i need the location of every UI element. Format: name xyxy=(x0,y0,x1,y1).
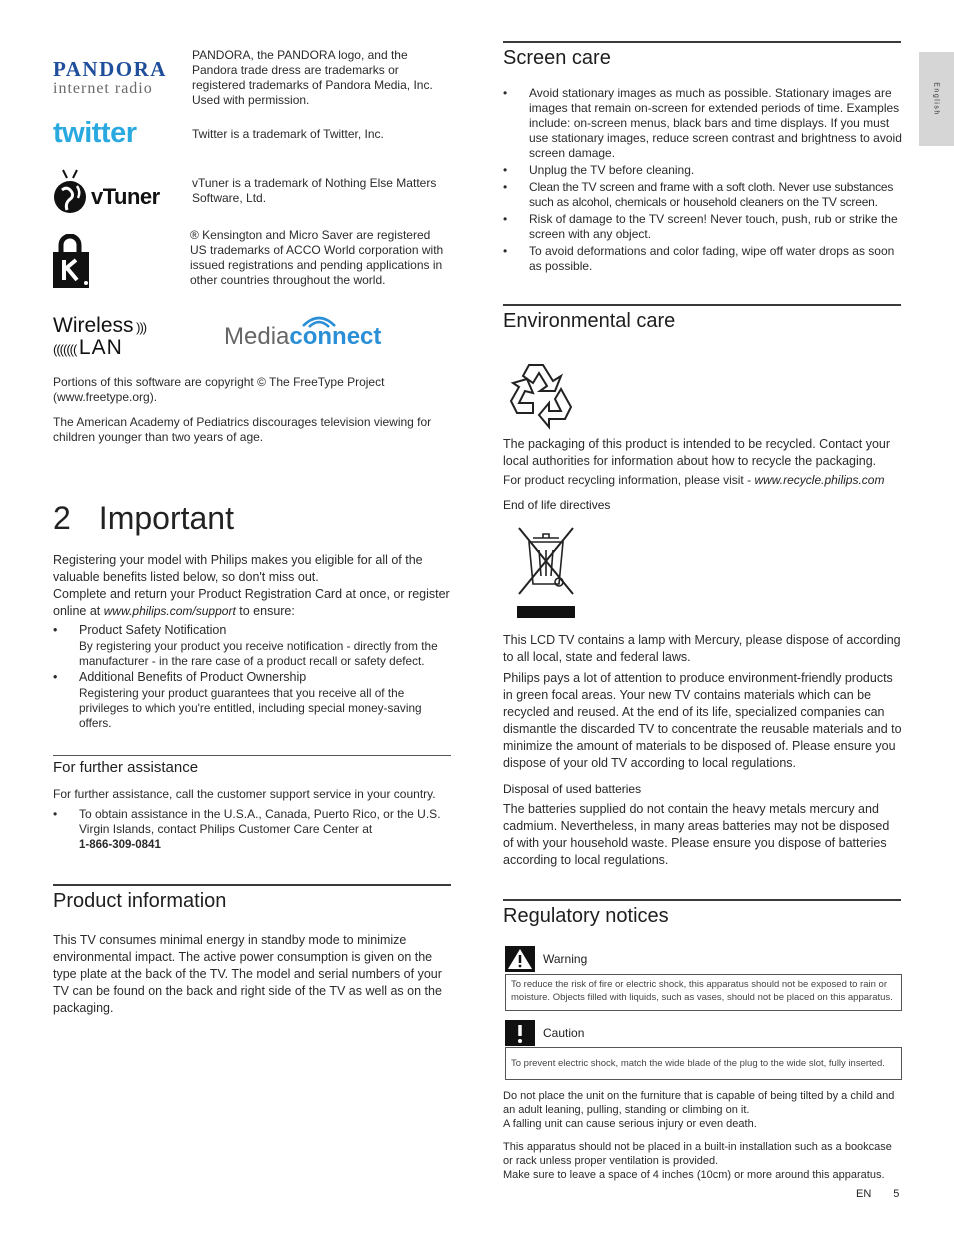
assistance-list xyxy=(53,807,451,853)
list-item xyxy=(53,669,453,731)
product-info-text: This TV consumes minimal energy in standby mode to minimize environmental impact. The active power consumption is given on the type plate at the back of the TV. The model and serial numbers of your TV can be found on the back and right side of the TV as well as on the packaging. xyxy=(53,933,442,1015)
twitter-trademark-text: Twitter is a trademark of Twitter, Inc. xyxy=(192,127,384,141)
registration-p2-start: Complete and return your Product Registration Card at once, or register online at xyxy=(53,587,450,618)
list-item: • To avoid deformations and color fading, wipe off water drops as soon as possible. xyxy=(503,244,903,274)
product-info-heading: Product information xyxy=(53,890,227,912)
tilt-text-1: Do not place the unit on the furniture that is capable of being tilted by a child and an adult leaning, pulling, standing or climbing on it. xyxy=(503,1090,895,1116)
assistance-bullet-text: To obtain assistance in the U.S.A., Canada, Puerto Rico, or the U.S. Virgin Islands, contact Philips Customer Care Center at xyxy=(79,807,441,836)
page-footer xyxy=(856,1188,899,1200)
vtuner-logo-word: vTuner xyxy=(91,184,160,209)
tilt-text-2: A falling unit can cause serious injury or even death. xyxy=(503,1118,757,1130)
warning-icon xyxy=(505,946,535,972)
list-item: • Clean the TV screen and frame with a soft cloth. Never use substances such as alcohol, chemicals or household cleaners on the TV screen. xyxy=(503,180,903,210)
caution-box: To prevent electric shock, match the wide blade of the plug to the wide slot, fully inserted. xyxy=(505,1047,902,1080)
benefit-desc: Registering your product guarantees that you receive all of the privileges to which you're entitled, including special money-saving offers. xyxy=(79,686,422,730)
pandora-logo-word: PANDORA xyxy=(53,57,167,81)
caution-label: Caution xyxy=(543,1026,585,1040)
philips-env-text: Philips pays a lot of attention to produce environment-friendly products in green focal areas. Your new TV contains materials which can be recycled and reused. At the end of its life, specialized companies can dismantle the discarded TV to concentrate the reusable materials and to minimize the amount of materials to be disposed of. Please ensure you dispose of your old TV according to local regulations. xyxy=(503,671,902,770)
screen-care-rule xyxy=(503,41,901,43)
registration-p1: Registering your model with Philips makes you eligible for all of the valuable benefits listed below, so don't miss out. xyxy=(53,553,423,584)
list-item xyxy=(53,807,451,853)
benefit-title: • Product Safety Notification xyxy=(79,623,227,637)
list-item xyxy=(53,622,453,669)
benefit-desc: By registering your product you receive notification - directly from the manufacturer - in the rare case of a product recall or safety defect. xyxy=(79,639,438,668)
pandora-logo xyxy=(53,58,183,98)
batteries-text: The batteries supplied do not contain the heavy metals mercury and cadmium. Nevertheless, in many areas batteries may not be disposed of with your household waste. Please ensure you dispose of batteries according to local regulations. xyxy=(503,802,890,867)
aap-text: The American Academy of Pediatrics discourages television viewing for children younger than two years of age. xyxy=(53,415,432,444)
assistance-rule xyxy=(53,755,451,756)
recycle-link[interactable]: www.recycle.philips.com xyxy=(754,473,885,487)
registration-intro xyxy=(53,552,453,731)
benefit-title: • Additional Benefits of Product Ownership xyxy=(79,670,307,684)
mediaconnect-logo-text xyxy=(224,324,381,350)
pandora-trademark-text: PANDORA, the PANDORA logo, and the Pandora trade dress are trademarks or registered trademarks of Pandora Media, Inc. Used with permission. xyxy=(192,48,433,107)
product-info-rule xyxy=(53,884,451,886)
assistance-text: For further assistance, call the customer support service in your country. xyxy=(53,787,436,801)
wireless-lan-logo xyxy=(53,315,173,361)
globe-icon xyxy=(53,166,89,216)
philips-support-link[interactable]: www.philips.com/support xyxy=(103,604,236,618)
caution-icon xyxy=(505,1020,535,1046)
language-tab xyxy=(919,52,954,146)
kensington-lock-icon xyxy=(53,234,91,288)
registration-p2-end: to ensure: xyxy=(235,604,295,618)
wireless-waves-right-icon: ))) xyxy=(133,320,147,335)
kensington-logo xyxy=(53,234,91,288)
environmental-heading: Environmental care xyxy=(503,310,676,332)
mediaconnect-logo-part2: connect xyxy=(289,323,382,350)
crossed-bin-icon xyxy=(515,524,577,620)
packaging-text: The packaging of this product is intended to be recycled. Contact your local authorities for information about how to recycle the packaging. xyxy=(503,437,891,468)
footer-page-number: 5 xyxy=(893,1188,900,1200)
batteries-heading: Disposal of used batteries xyxy=(503,782,642,796)
mediaconnect-logo-part1: Media xyxy=(224,323,290,350)
assistance-heading: For further assistance xyxy=(53,759,199,776)
list-item: • Risk of damage to the TV screen! Never touch, push, rub or strike the screen with any object. xyxy=(503,212,903,242)
screen-care-heading: Screen care xyxy=(503,47,611,69)
chapter-heading xyxy=(53,498,234,538)
warning-box: To reduce the risk of fire or electric shock, this apparatus should not be exposed to rain or moisture. Objects filled with liquids, such as vases, should not be placed on this apparatus. xyxy=(505,974,902,1011)
assistance-phone: 1-866-309-0841 xyxy=(79,839,161,851)
tilt-notice xyxy=(503,1089,898,1131)
language-tab-label: English xyxy=(932,82,940,116)
pandora-logo-sub: internet radio xyxy=(53,80,153,97)
recycle-icon xyxy=(503,359,579,431)
wireless-logo-word: Wireless xyxy=(53,314,134,337)
builtin-text-2: Make sure to leave a space of 4 inches (10cm) or more around this apparatus. xyxy=(503,1169,885,1181)
mediaconnect-logo xyxy=(224,312,394,352)
freetype-text: Portions of this software are copyright © The FreeType Project (www.freetype.org). xyxy=(53,375,385,404)
screen-care-list xyxy=(503,86,903,274)
environmental-rule xyxy=(503,304,901,306)
chapter-number: 2 xyxy=(53,500,71,536)
builtin-notice xyxy=(503,1140,898,1182)
benefits-list xyxy=(53,622,453,731)
vtuner-trademark-text: vTuner is a trademark of Nothing Else Matters Software, Ltd. xyxy=(192,176,437,205)
regulatory-heading: Regulatory notices xyxy=(503,905,669,927)
lamp-text: This LCD TV contains a lamp with Mercury, please dispose of according to all local, state and federal laws. xyxy=(503,633,901,664)
chapter-title: Important xyxy=(98,500,234,536)
recycle-info xyxy=(503,473,903,488)
twitter-logo: twitter xyxy=(53,117,137,149)
kensington-trademark-text: ® Kensington and Micro Saver are registered US trademarks of ACCO World corporation with issued registrations and pending applications in other countries throughout the world. xyxy=(190,228,444,287)
builtin-text-1: This apparatus should not be placed in a built-in installation such as a bookcase or rack unless proper ventilation is provided. xyxy=(503,1141,892,1167)
registration-p2 xyxy=(53,586,453,620)
recycle-info-start: For product recycling information, please visit - xyxy=(503,473,755,487)
regulatory-rule xyxy=(503,899,901,901)
footer-lang: EN xyxy=(856,1188,872,1200)
list-item: • Unplug the TV before cleaning. xyxy=(503,163,903,178)
wireless-waves-left-icon: ((((((( xyxy=(53,342,79,357)
lan-logo-word: LAN xyxy=(78,336,123,359)
wireless-logo-line2 xyxy=(53,337,123,361)
warning-label: Warning xyxy=(543,952,588,966)
eol-heading: End of life directives xyxy=(503,498,611,512)
list-item: • Avoid stationary images as much as possible. Stationary images are images that remain on-screen for extended periods of time. Examples include: on-screen menus, black bars and time displays. If you must use stationary images, reduce screen contrast and brightness to avoid screen damage. xyxy=(503,86,903,161)
vtuner-logo xyxy=(53,166,173,216)
